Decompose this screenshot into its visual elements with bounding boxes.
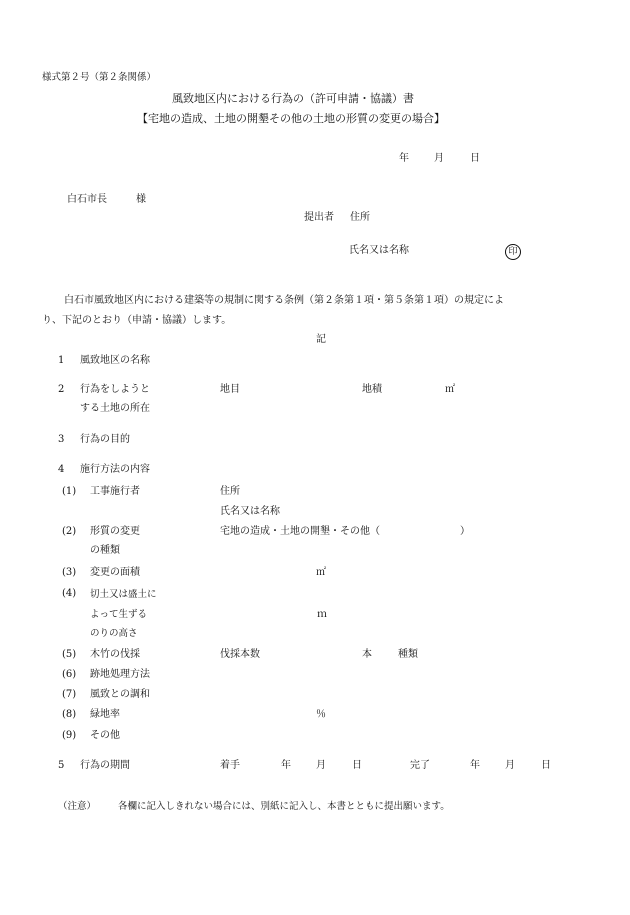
sub9-number: (9) — [62, 730, 77, 741]
item2-chimoku-label: 地目 — [220, 384, 240, 395]
sub1-label: 工事施行者 — [90, 486, 140, 497]
body-text-line1: 白石市風致地区内における建築等の規制に関する条例（第２条第１項・第５条第１項）の規定によ — [64, 295, 504, 306]
item1-label: 風致地区の名称 — [80, 355, 150, 366]
item1-number: 1 — [58, 355, 65, 366]
seal-mark: 印 — [505, 244, 521, 260]
item5-start-label: 着手 — [220, 760, 240, 771]
sub1-address-label: 住所 — [220, 486, 240, 497]
applicant-label: 提出者 — [304, 212, 334, 223]
sub1-name-label: 氏名又は名称 — [220, 506, 280, 517]
item3-label: 行為の目的 — [80, 434, 130, 445]
sub5-label: 木竹の伐採 — [90, 649, 140, 660]
sub5-count-label: 伐採本数 — [220, 649, 260, 660]
item5-start-month: 月 — [316, 760, 326, 771]
sub3-label: 変更の面積 — [90, 567, 140, 578]
item5-number: 5 — [58, 760, 65, 771]
item5-end-label: 完了 — [410, 760, 430, 771]
item5-end-day: 日 — [541, 760, 551, 771]
date-year: 年 — [399, 153, 409, 164]
sub2-label-line1: 形質の変更 — [90, 526, 140, 537]
sub8-unit: ％ — [316, 709, 326, 720]
addressee-honorific: 様 — [136, 194, 146, 205]
item2-number: 2 — [58, 384, 65, 395]
note-text: 各欄に記入しきれない場合には、別紙に記入し、本書とともに提出願います。 — [118, 801, 450, 812]
sub6-number: (6) — [62, 669, 77, 680]
item2-label-line1: 行為をしようと — [80, 384, 150, 395]
sub5-kind-label: 種類 — [398, 649, 418, 660]
sub7-number: (7) — [62, 689, 77, 700]
sub9-label: その他 — [90, 730, 120, 741]
sub2-type-options: 宅地の造成・土地の開墾・その他（ ） — [220, 526, 470, 537]
sub3-unit: ㎡ — [316, 567, 326, 578]
form-number: 様式第２号（第２条関係） — [42, 72, 157, 83]
item2-chiseki-label: 地積 — [362, 384, 382, 395]
ki-mark: 記 — [316, 334, 326, 345]
item5-end-year: 年 — [470, 760, 480, 771]
note-label: （注意） — [58, 801, 97, 812]
sub8-label: 緑地率 — [90, 709, 120, 720]
item5-start-year: 年 — [281, 760, 291, 771]
page-subtitle: 【宅地の造成、土地の開墾その他の土地の形質の変更の場合】 — [137, 112, 445, 125]
item2-area-unit: ㎡ — [445, 384, 455, 395]
sub4-label-line3: のりの高さ — [90, 628, 138, 639]
sub4-number: (4) — [62, 588, 77, 599]
date-day: 日 — [470, 153, 480, 164]
sub2-label-line2: の種類 — [90, 545, 120, 556]
applicant-name-label: 氏名又は名称 — [349, 245, 409, 256]
item5-label: 行為の期間 — [80, 760, 130, 771]
sub4-label-line2: よって生ずる — [90, 609, 148, 620]
addressee-name: 白石市長 — [67, 194, 107, 205]
sub5-count-unit: 本 — [362, 649, 372, 660]
sub8-number: (8) — [62, 709, 77, 720]
item4-number: 4 — [58, 464, 65, 475]
item2-label-line2: する土地の所在 — [80, 403, 150, 414]
sub4-label-line1: 切土又は盛土に — [90, 589, 157, 600]
body-text-line2: り、下記のとおり（申請・協議）します。 — [42, 315, 232, 326]
sub2-number: (2) — [62, 526, 77, 537]
item5-end-month: 月 — [505, 760, 515, 771]
sub3-number: (3) — [62, 567, 77, 578]
item3-number: 3 — [58, 434, 65, 445]
sub5-number: (5) — [62, 649, 77, 660]
sub1-number: (1) — [62, 486, 77, 497]
applicant-address-label: 住所 — [350, 212, 370, 223]
sub7-label: 風致との調和 — [90, 689, 150, 700]
item5-start-day: 日 — [352, 760, 362, 771]
sub4-unit: ｍ — [317, 609, 327, 620]
sub6-label: 跡地処理方法 — [90, 669, 150, 680]
page-title: 風致地区内における行為の（許可申請・協議）書 — [172, 92, 414, 105]
item4-label: 施行方法の内容 — [80, 464, 150, 475]
date-month: 月 — [434, 153, 444, 164]
